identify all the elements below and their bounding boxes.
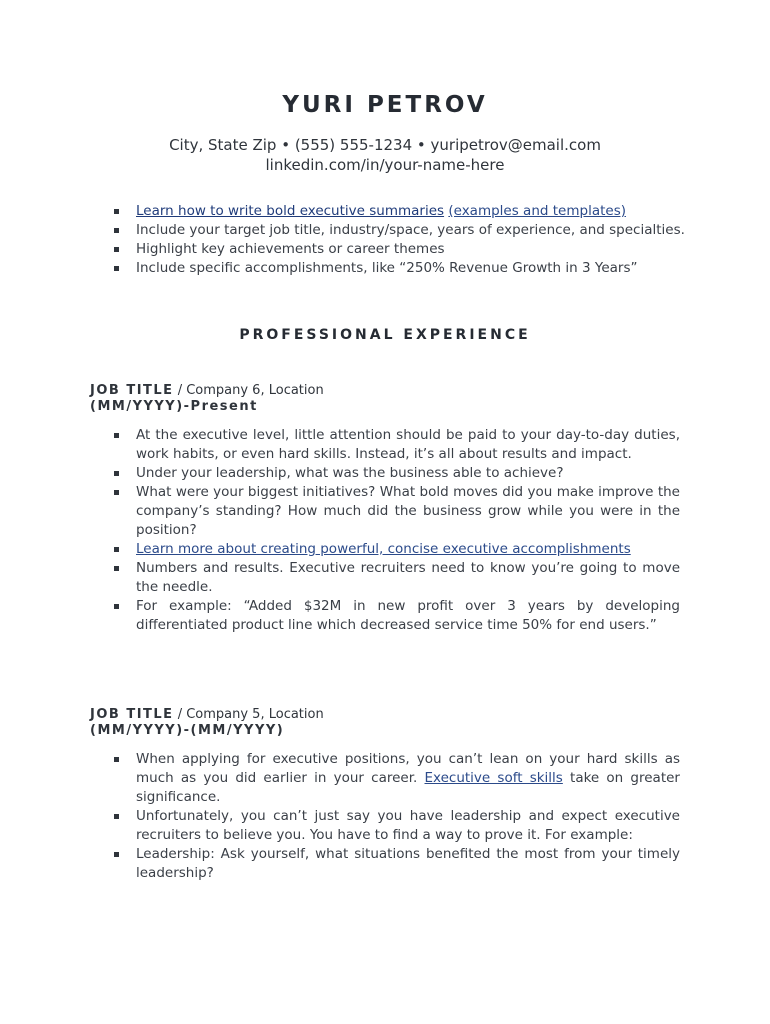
job-company: / Company 6, Location: [173, 383, 324, 398]
job-dates: (MM/YYYY)-(MM/YYYY): [90, 723, 285, 738]
executive-summary-link[interactable]: Learn how to write bold executive summaries: [136, 203, 445, 219]
job-bullet: Leadership: Ask yourself, what situations benefited the most from your timely leadership?: [90, 845, 680, 883]
job-bullet: At the executive level, little attention should be paid to your day-to-day duties, work habits, or even hard skills. Instead, it’s all about results and impact.: [90, 426, 680, 464]
job-bullets: [90, 750, 680, 883]
job-bullet: [90, 750, 680, 807]
summary-list: [90, 202, 690, 278]
summary-item: Include specific accomplishments, like “250% Revenue Growth in 3 Years”: [90, 259, 690, 278]
job-header: [90, 707, 324, 739]
job-bullet-link-item: [90, 540, 680, 559]
executive-accomplishments-link[interactable]: Learn more about creating powerful, concise executive accomplishments: [136, 541, 631, 557]
linkedin-url: linkedin.com/in/your-name-here: [265, 156, 505, 174]
job-bullet: Numbers and results. Executive recruiters need to know you’re going to move the needle.: [90, 559, 680, 597]
summary-item: Include your target job title, industry/space, years of experience, and specialties.: [90, 221, 690, 240]
bullet-text: When applying for executive positions, you can’t lean on your hard skills as much as you did earlier in your career.: [136, 751, 680, 786]
job-title: JOB TITLE: [90, 383, 174, 398]
executive-soft-skills-link[interactable]: Executive soft skills: [424, 770, 563, 786]
job-bullet: Unfortunately, you can’t just say you have leadership and expect executive recruiters to believe you. You have to find a way to prove it. For example:: [90, 807, 680, 845]
job-header: [90, 383, 324, 415]
job-bullet: Under your leadership, what was the business able to achieve?: [90, 464, 680, 483]
job-company: / Company 5, Location: [173, 707, 324, 722]
job-bullet: For example: “Added $32M in new profit over 3 years by developing differentiated product line which decreased service time 50% for end users.”: [90, 597, 680, 635]
job-bullets: [90, 426, 680, 635]
job-dates: (MM/YYYY)-Present: [90, 399, 258, 414]
contact-block: [0, 135, 770, 175]
section-title-experience: PROFESSIONAL EXPERIENCE: [239, 327, 531, 343]
summary-item: Highlight key achievements or career themes: [90, 240, 690, 259]
job-bullet: What were your biggest initiatives? What bold moves did you make improve the company’s standing? How much did the business grow while you were in the position?: [90, 483, 680, 540]
examples-templates-link[interactable]: (examples and templates): [448, 203, 626, 219]
bullet-text: take on greater significance.: [136, 770, 680, 805]
contact-line: City, State Zip • (555) 555-1234 • yuripetrov@email.com: [169, 136, 601, 154]
job-title: JOB TITLE: [90, 707, 174, 722]
summary-item-link: [90, 202, 690, 221]
candidate-name: YURI PETROV: [282, 92, 488, 118]
